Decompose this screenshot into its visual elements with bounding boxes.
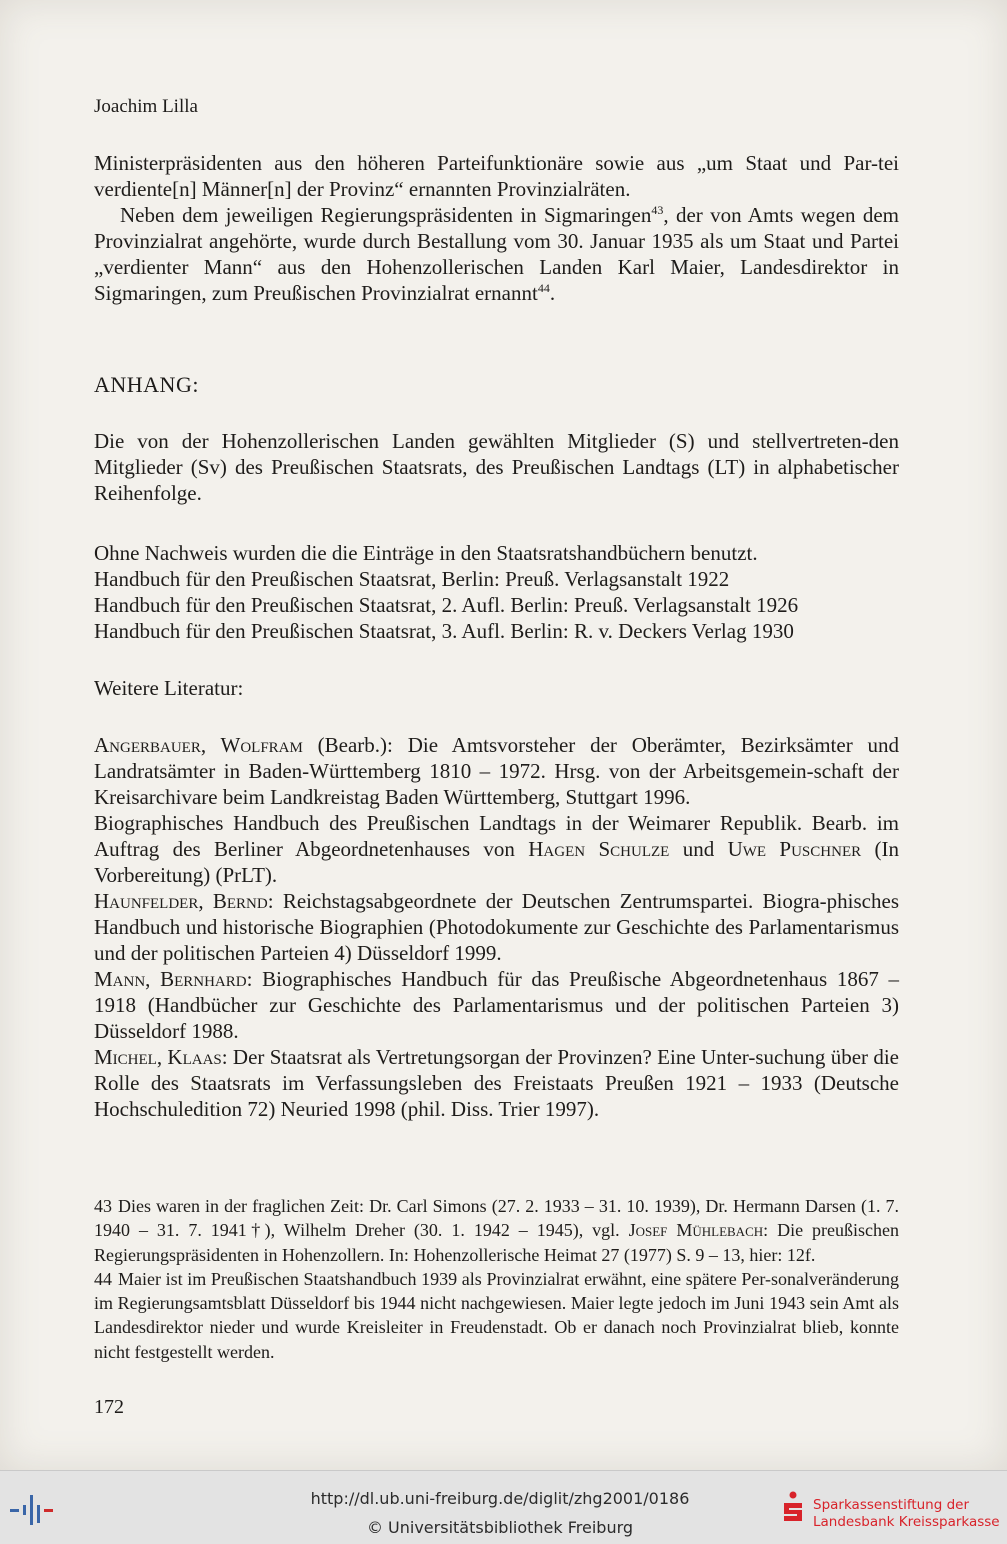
footnote-ref-44[interactable]: 44	[537, 281, 550, 295]
ub-freiburg-logo-icon[interactable]	[10, 1487, 66, 1533]
literature-list	[94, 732, 899, 1122]
sparkasse-logo-icon	[780, 1491, 806, 1525]
sources-line: Handbuch für den Preußischen Staatsrat, 2. Aufl. Berlin: Preuß. Verlagsanstalt 1926	[94, 593, 799, 617]
reference-entry: Michel, Klaas: Der Staatsrat als Vertretungsorgan der Provinzen? Eine Unter-suchung über die Rolle des Staatsrats im Verfassungsleben des Freistaats Preußen 1921 – 1933 (Deutsche Hochschuledition 72) Neuried 1998 (phil. Diss. Trier 1997).	[94, 1045, 899, 1121]
footnote-ref-43[interactable]: 43	[651, 203, 664, 217]
sources-line: Handbuch für den Preußischen Staatsrat, Berlin: Preuß. Verlagsanstalt 1922	[94, 567, 730, 591]
copyright-notice: © Universitätsbibliothek Freiburg	[366, 1518, 634, 1537]
page-number: 172	[94, 1396, 124, 1418]
sources-line: Handbuch für den Preußischen Staatsrat, 3. Aufl. Berlin: R. v. Deckers Verlag 1930	[94, 619, 794, 643]
viewer-footer	[0, 1470, 1007, 1544]
sponsor-name-line1: Sparkassenstiftung der	[813, 1497, 970, 1513]
sources-line: Ohne Nachweis wurden die die Einträge in den Staatsratshandbüchern benutzt.	[94, 541, 758, 565]
reference-author: Uwe Puschner	[727, 837, 862, 861]
reference-author: Haunfelder, Bernd	[94, 889, 268, 913]
reference-author: Michel, Klaas	[94, 1045, 222, 1069]
footnote-43: 43 Dies waren in der fraglichen Zeit: Dr. Carl Simons (27. 2. 1933 – 31. 10. 1939), Dr. Hermann Darsen (1. 7. 1940 – 31. 7. 1941†), Wilhelm Dreher (30. 1. 1942 – 1945), vgl. Josef Mühlebach: Die preußischen Regierungspräsidenten in Hohenzollern. In: Hohenzollerische Heimat 27 (1977) S. 9 – 13, hier: 12f.	[94, 1196, 899, 1265]
paragraph-intro-1: Ministerpräsidenten aus den höheren Parteifunktionäre sowie aus „um Staat und Par-tei verdiente[n] Männer[n] der Provinz“ ernannten Provinzialräten.	[94, 151, 899, 201]
permalink-url[interactable]: http://dl.ub.uni-freiburg.de/diglit/zhg2001/0186	[310, 1489, 690, 1508]
sponsor-name-line2: Landesbank Kreissparkasse	[813, 1514, 1000, 1530]
appendix-heading: ANHANG:	[94, 372, 199, 397]
sources-list	[94, 540, 899, 644]
reference-author: Hagen Schulze	[528, 837, 670, 861]
reference-entry: Haunfelder, Bernd: Reichstagsabgeordnete der Deutschen Zentrumspartei. Biogra-phisches Handbuch und historische Biographien (Photodokumente zur Geschichte des Parlamentarismus und der politischen Parteien 4) Düsseldorf 1999.	[94, 889, 899, 965]
paragraph-intro-2: Neben dem jeweiligen Regierungspräsidenten in Sigmaringen$^{43}$, der von Amts wegen dem Provinzialrat angehörte, wurde durch Bestallung vom 30. Januar 1935 als um Staat und Partei „verdienter Mann“ aus den Hohenzollerischen Landen Karl Maier, Landesdirektor in Sigmaringen, zum Preußischen Provinzialrat ernannt$^{44}$.	[94, 203, 899, 305]
reference-entry: Mann, Bernhard: Biographisches Handbuch für das Preußische Abgeordnetenhaus 1867 – 1918 (Handbücher zur Geschichte des Parlamentarismus und der politischen Parteien 3) Düsseldorf 1988.	[94, 967, 899, 1043]
literature-heading: Weitere Literatur:	[94, 676, 244, 700]
footnote-author: Josef Mühlebach	[628, 1220, 764, 1241]
appendix-description: Die von der Hohenzollerischen Landen gewählten Mitglieder (S) und stellvertreten-den Mitglieder (Sv) des Preußischen Staatsrats, des Preußischen Landtags (LT) in alphabetischer Reihenfolge.	[94, 429, 899, 505]
reference-entry: Biographisches Handbuch des Preußischen Landtags in der Weimarer Republik. Bearb. im Auftrag des Berliner Abgeordnetenhauses von Hagen Schulze und Uwe Puschner (In Vorbereitung) (PrLT).	[94, 811, 899, 887]
reference-entry: Angerbauer, Wolfram (Bearb.): Die Amtsvorsteher der Oberämter, Bezirksämter und Landratsämter in Baden-Württemberg 1810 – 1972. Hrsg. von der Arbeitsgemein-schaft der Kreisarchivare beim Landkreistag Baden Württemberg, Stuttgart 1996.	[94, 733, 899, 809]
reference-author: Angerbauer, Wolfram	[94, 733, 303, 757]
footnotes	[94, 1194, 899, 1364]
reference-author: Mann, Bernhard	[94, 967, 247, 991]
intro-text	[94, 150, 899, 306]
footnote-44: 44 Maier ist im Preußischen Staatshandbuch 1939 als Provinzialrat erwähnt, eine spätere Per-sonalveränderung im Regierungsamtsblatt Düsseldorf bis 1944 nicht nachgewiesen. Maier legte jedoch im Juni 1943 sein Amt als Landesdirektor nieder und wurde Kreisleiter in Freudenstadt. Ob er danach noch Provinzialrat blieb, konnte nicht festgestellt werden.	[94, 1268, 899, 1362]
running-head: Joachim Lilla	[94, 96, 198, 117]
